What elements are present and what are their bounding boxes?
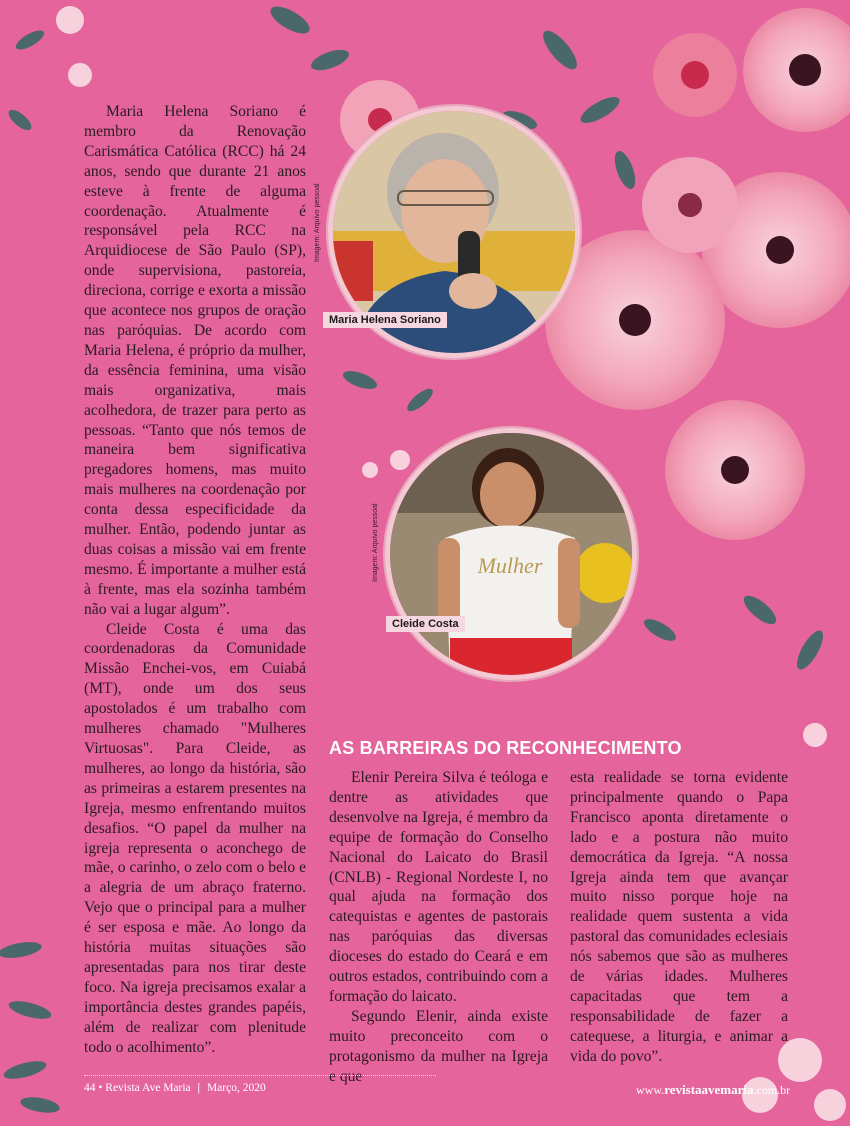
section-title: AS BARREIRAS DO RECONHECIMENTO: [329, 738, 682, 758]
url-prefix: www.: [636, 1083, 665, 1097]
separator: |: [197, 1082, 201, 1094]
footer-divider: [84, 1075, 436, 1076]
article-column-2: [329, 768, 548, 1087]
paragraph: esta realidade se torna evidente principalmente quando o Papa Francisco aponta diretamente o lado e a postura não muito democrática da Igreja. “A nossa Igreja ainda tem que avançar muito nisso porque hoje na realidade quem sustenta a vida pastoral das comunidades eclesiais nós sabemos que são as mulheres de várias idades. Mulheres capacitadas que tem a responsabilidade de fazer a catequese, a liturgia, e animar a vida do povo”.: [570, 769, 788, 1065]
article-column-1: [84, 102, 306, 1058]
svg-text:Mulher: Mulher: [477, 553, 543, 578]
paragraph: Elenir Pereira Silva é teóloga e dentre as atividades que desenvolve na Igreja, é membro da equipe de formação do Conselho Nacional do Laicato do Brasil (CNLB) - Regional Nordeste I, no qual ajuda na formação dos catequistas e agentes de pastorais nas paróquias das diversas dioceses do estado do Ceará e em outros estados, contribuindo com a formação do laicato.: [329, 769, 548, 1005]
issue-date: Março, 2020: [206, 1082, 266, 1094]
footer-folio: [84, 1082, 266, 1094]
url-suffix: .com.br: [753, 1083, 791, 1097]
photo-credit: Imagem: Arquivo pessoal: [314, 183, 321, 262]
photo-caption: Maria Helena Soriano: [323, 312, 447, 328]
url-brand: revistaavemaria: [664, 1082, 754, 1097]
article-column-3: [570, 768, 788, 1067]
footer-url[interactable]: [636, 1082, 790, 1098]
magazine-name: Revista Ave Maria: [105, 1082, 191, 1094]
paragraph: Segundo Elenir, ainda existe muito preconceito com o protagonismo da mulher na Igreja e que: [329, 1007, 548, 1085]
paragraph: Maria Helena Soriano é membro da Renovação Carismática Católica (RCC) há 24 anos, sendo que durante 21 anos esteve à frente de alguma coordenação. Atualmente é responsável pela RCC na Arquidiocese de São Paulo (SP), onde supervisiona, pastoreia, direciona, corrige e exorta a missão que acontece nos grupos de oração nas paróquias. De acordo com Maria Helena, é próprio da mulher, da essência feminina, uma visão mais organizativa, mais acolhedora, de trazer para perto as pessoas. “Tanto que nós temos de maneira bem significativa pregadores homens, mas muito mais mulheres na coordenação por conta dessa especificidade da mulher. Então, podendo juntar as duas coisas a missão vai em frente mesmo. É importante a mulher está à frente, mas ela sozinha também não vai a lugar algum”.: [84, 103, 306, 618]
photo-cleide-costa: [385, 428, 637, 680]
photo-caption: Cleide Costa: [386, 616, 465, 632]
page-number: 44: [84, 1082, 96, 1094]
paragraph: Cleide Costa é uma das coordenadoras da Comunidade Missão Enchei-vos, em Cuiabá (MT), onde um dos seus apostolados é um trabalho com mulheres chamado "Mulheres Virtuosas". Para Cleide, as mulheres, ao longo da história, são as primeiras a estarem presentes na Igreja, mesmo enfrentando muitos desafios. “O papel da mulher na igreja representa o aconchego de mãe, o carinho, o zelo com o belo e a alegria de um abraço fraterno. Vejo que o principal para a mulher é ser esposa e mãe. Ao longo da história muitas situações são apresentadas para nos tirar deste foco. Na igreja precisamos exalar a importância destes grandes papéis, além de realizar com plenitude todo o acolhimento”.: [84, 620, 306, 1056]
bullet: •: [98, 1082, 103, 1094]
photo-credit: Imagem: Arquivo pessoal: [372, 503, 379, 582]
